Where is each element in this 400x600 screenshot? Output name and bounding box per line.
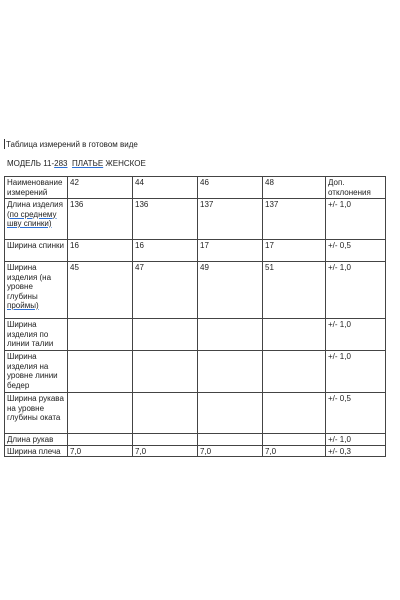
table-row bbox=[5, 351, 386, 393]
row-value-cell bbox=[198, 393, 263, 434]
row-name-cell bbox=[5, 393, 68, 434]
row-tolerance-cell: +/- 1,0 bbox=[326, 351, 386, 393]
row-name-text: Длина рукав bbox=[7, 435, 54, 444]
table-row bbox=[5, 434, 386, 446]
row-value-cell bbox=[263, 393, 326, 434]
row-value-cell bbox=[68, 319, 133, 351]
row-value-cell: 136 bbox=[133, 199, 198, 240]
row-name-cell bbox=[5, 240, 68, 262]
row-value-cell: 7,0 bbox=[68, 445, 133, 457]
row-value-cell: 136 bbox=[68, 199, 133, 240]
header-size-cell: 44 bbox=[133, 177, 198, 199]
row-tolerance-cell: +/- 0,3 bbox=[326, 445, 386, 457]
row-value-cell bbox=[198, 319, 263, 351]
model-suffix: ЖЕНСКОЕ bbox=[105, 159, 146, 168]
measurements-table bbox=[4, 176, 386, 457]
row-name-text: Ширина рукава на уровне глубины оката bbox=[7, 394, 64, 422]
row-name-cell bbox=[5, 445, 68, 457]
table-row bbox=[5, 319, 386, 351]
row-name-text: Ширина изделия (на уровне глубины bbox=[7, 263, 52, 301]
text-cursor bbox=[4, 139, 5, 149]
model-prefix: МОДЕЛЬ 11- bbox=[7, 159, 55, 168]
table-header-row bbox=[5, 177, 386, 199]
document-title bbox=[4, 139, 138, 150]
row-tolerance-cell: +/- 1,0 bbox=[326, 199, 386, 240]
row-value-cell: 17 bbox=[263, 240, 326, 262]
row-value-cell bbox=[68, 393, 133, 434]
row-name-cell bbox=[5, 319, 68, 351]
header-size-cell: 42 bbox=[68, 177, 133, 199]
row-value-cell bbox=[198, 351, 263, 393]
row-value-cell bbox=[133, 319, 198, 351]
table-row bbox=[5, 262, 386, 319]
table-row bbox=[5, 240, 386, 262]
model-number: 283 bbox=[54, 159, 68, 168]
row-value-cell bbox=[133, 434, 198, 446]
header-size-cell: 48 bbox=[263, 177, 326, 199]
table-row bbox=[5, 393, 386, 434]
row-value-cell bbox=[263, 434, 326, 446]
row-value-cell: 7,0 bbox=[263, 445, 326, 457]
row-value-cell: 45 bbox=[68, 262, 133, 319]
row-value-cell bbox=[133, 393, 198, 434]
row-value-cell: 16 bbox=[133, 240, 198, 262]
header-label-cell: Наименование измерений bbox=[5, 177, 68, 199]
row-name-cell bbox=[5, 262, 68, 319]
row-name-cell bbox=[5, 351, 68, 393]
row-name-underlined: проймы) bbox=[7, 301, 39, 310]
header-tolerance-cell: Доп. отклонения bbox=[326, 177, 386, 199]
row-value-cell bbox=[263, 351, 326, 393]
row-tolerance-cell: +/- 0,5 bbox=[326, 240, 386, 262]
row-name-text: Ширина изделия по линии талии bbox=[7, 320, 54, 348]
row-value-cell: 51 bbox=[263, 262, 326, 319]
row-name-text: Длина изделия ( bbox=[7, 200, 63, 219]
row-value-cell: 137 bbox=[263, 199, 326, 240]
row-name-cell bbox=[5, 199, 68, 240]
row-name-cell bbox=[5, 434, 68, 446]
row-value-cell: 47 bbox=[133, 262, 198, 319]
table-row bbox=[5, 199, 386, 240]
row-tolerance-cell: +/- 1,0 bbox=[326, 434, 386, 446]
row-value-cell: 17 bbox=[198, 240, 263, 262]
row-tolerance-cell: +/- 1,0 bbox=[326, 319, 386, 351]
row-tolerance-cell: +/- 1,0 bbox=[326, 262, 386, 319]
row-name-text: Ширина спинки bbox=[7, 241, 64, 250]
row-name-text: Ширина плеча bbox=[7, 446, 61, 456]
model-product: ПЛАТЬЕ bbox=[71, 159, 104, 168]
row-value-cell: 16 bbox=[68, 240, 133, 262]
row-value-cell: 137 bbox=[198, 199, 263, 240]
row-value-cell bbox=[198, 434, 263, 446]
row-value-cell bbox=[133, 351, 198, 393]
row-value-cell bbox=[263, 319, 326, 351]
row-value-cell: 49 bbox=[198, 262, 263, 319]
row-value-cell bbox=[68, 434, 133, 446]
document-title-text: Таблица измерений в готовом виде bbox=[6, 140, 138, 149]
row-tolerance-cell: +/- 0,5 bbox=[326, 393, 386, 434]
model-line bbox=[7, 158, 146, 169]
row-name-underlined: по среднему шву спинки) bbox=[7, 209, 57, 228]
row-value-cell bbox=[68, 351, 133, 393]
row-name-text: Ширина изделия на уровне линии бедер bbox=[7, 352, 58, 390]
table-row bbox=[5, 445, 386, 457]
header-size-cell: 46 bbox=[198, 177, 263, 199]
row-value-cell: 7,0 bbox=[133, 445, 198, 457]
row-value-cell: 7,0 bbox=[198, 445, 263, 457]
